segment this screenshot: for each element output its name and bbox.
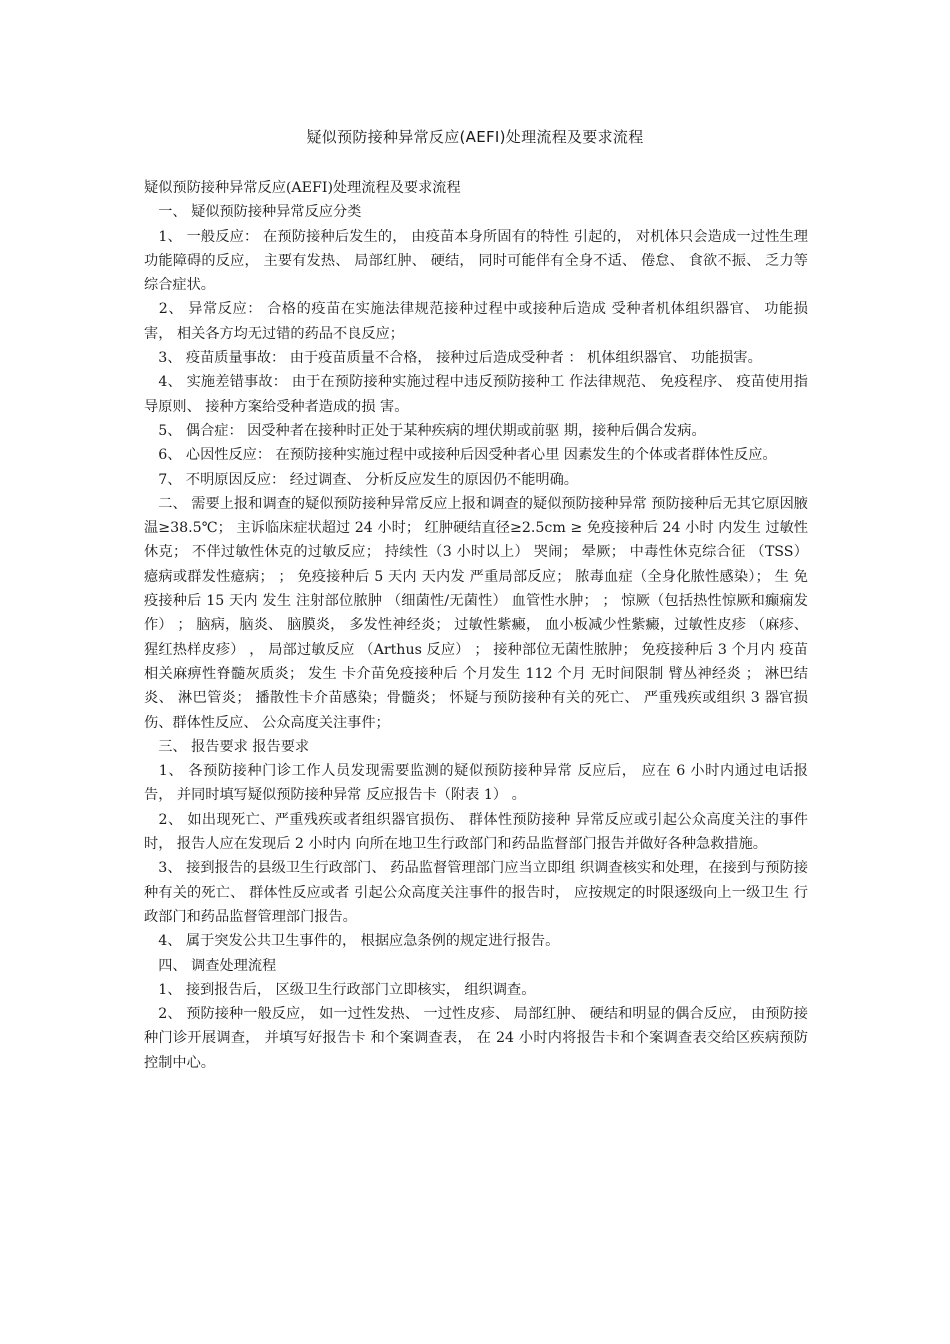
body-heading: 疑似预防接种异常反应(AEFI)处理流程及要求流程 (144, 180, 461, 196)
section-reporting-scope: 二、 需要上报和调查的疑似预防接种异常反应上报和调查的疑似预防接种异常 预防接种后无其它原因腋温≥38.5℃； 主诉临床症状超过 24 小时； 红肿硬结直径≥2.5cm ≥ 免疫接种后 24 小时 内发生 过敏性休克； 不伴过敏性休克的过敏反应； 持续性（3 小时以上） 哭闹； 晕厥； 中毒性休克综合征 （TSS） 癔病或群发性癔病； ； 免疫接种后 5 天内 天内发 严重局部反应； 脓毒血症（全身化脓性感染）； 生 免疫接种后 15 天内 发生 注射部位脓肿 （细菌性/无菌性） 血管性水肿； ； 惊厥（包括热性惊厥和癫痫发作） ； 脑病，脑炎、 脑膜炎， 多发性神经炎； 过敏性紫癜， 血小板减少性紫癜，过敏性皮疹 （麻疹、 猩红热样皮疹） ， 局部过敏反应 （Arthus 反应） ； 接种部位无菌性脓肿； 免疫接种后 3 个月内 疫苗相关麻痹性脊髓灰质炎； 发生 卡介苗免疫接种后 个月发生 112 个月 无时间限制 臂丛神经炎 ； 淋巴结炎、 淋巴管炎； 播散性卡介苗感染；骨髓炎； 怀疑与预防接种有关的死亡、 严重残疾或组织 3 器官损伤、群体性反应、 公众高度关注事件； (144, 495, 808, 731)
paragraph-investigation-1: 1、 接到报告后， 区级卫生行政部门立即核实， 组织调查。 (144, 981, 536, 998)
paragraph-investigation-2: 2、 预防接种一般反应， 如一过性发热、 一过性皮疹、 局部红肿、 硬结和明显的偶合反应， 由预防接种门诊开展调查， 并填写好报告卡 和个案调查表， 在 24 小时内将报告卡和个案调查表交给区疾病预防 控制中心。 (144, 1006, 808, 1071)
paragraph-report-4: 4、 属于突发公共卫生事件的， 根据应急条例的规定进行报告。 (144, 933, 560, 950)
document-title: 疑似预防接种异常反应(AEFI)处理流程及要求流程 (306, 128, 644, 146)
section-heading-4: 四、 调查处理流程 (144, 957, 277, 974)
section-heading-1: 一、 疑似预防接种异常反应分类 (144, 204, 362, 221)
paragraph-coincidental-disease: 5、 偶合症： 因受种者在接种时正处于某种疾病的埋伏期或前驱 期，接种后偶合发病。 (144, 422, 706, 439)
paragraph-abnormal-reaction: 2、 异常反应： 合格的疫苗在实施法律规范接种过程中或接种后造成 受种者机体组织器官、 功能损害， 相关各方均无过错的药品不良反应； (144, 301, 808, 342)
paragraph-vaccine-quality-accident: 3、 疫苗质量事故： 由于疫苗质量不合格， 接种过后造成受种者 ： 机体组织器官、 功能损害。 (144, 350, 762, 367)
document-body (144, 176, 808, 1075)
paragraph-psychogenic-reaction: 6、 心因性反应： 在预防接种实施过程中或接种后因受种者心里 因素发生的个体或者群体性反应。 (144, 447, 777, 464)
section-heading-3: 三、 报告要求 报告要求 (144, 738, 310, 755)
paragraph-report-3: 3、 接到报告的县级卫生行政部门、 药品监督管理部门应当立即组 织调查核实和处理，在接到与预防接种有关的死亡、 群体性反应或者 引起公众高度关注事件的报告时， 应按规定的时限逐级向上一级卫生 行政部门和药品监督管理部门报告。 (144, 860, 808, 925)
paragraph-general-reaction: 1、 一般反应： 在预防接种后发生的， 由疫苗本身所固有的特性 引起的， 对机体只会造成一过性生理功能障碍的反应， 主要有发热、 局部红肿、 硬结， 同时可能伴有全身不适、 倦怠、 食欲不振、 乏力等 综合症状。 (144, 228, 808, 294)
paragraph-implementation-error: 4、 实施差错事故： 由于在预防接种实施过程中违反预防接种工 作法律规范、 免疫程序、 疫苗使用指导原则、 接种方案给受种者造成的损 害。 (144, 374, 808, 415)
paragraph-report-1: 1、 各预防接种门诊工作人员发现需要监测的疑似预防接种异常 反应后， 应在 6 小时内通过电话报告， 并同时填写疑似预防接种异常 反应报告卡（附表 1） 。 (144, 763, 808, 804)
paragraph-unknown-cause: 7、 不明原因反应： 经过调查、 分析反应发生的原因仍不能明确。 (144, 471, 578, 488)
paragraph-report-2: 2、 如出现死亡、严重残疾或者组织器官损伤、 群体性预防接种 异常反应或引起公众高度关注的事件时， 报告人应在发现后 2 小时内 向所在地卫生行政部门和药品监督部门报告并做好各种急救措施。 (144, 811, 808, 853)
